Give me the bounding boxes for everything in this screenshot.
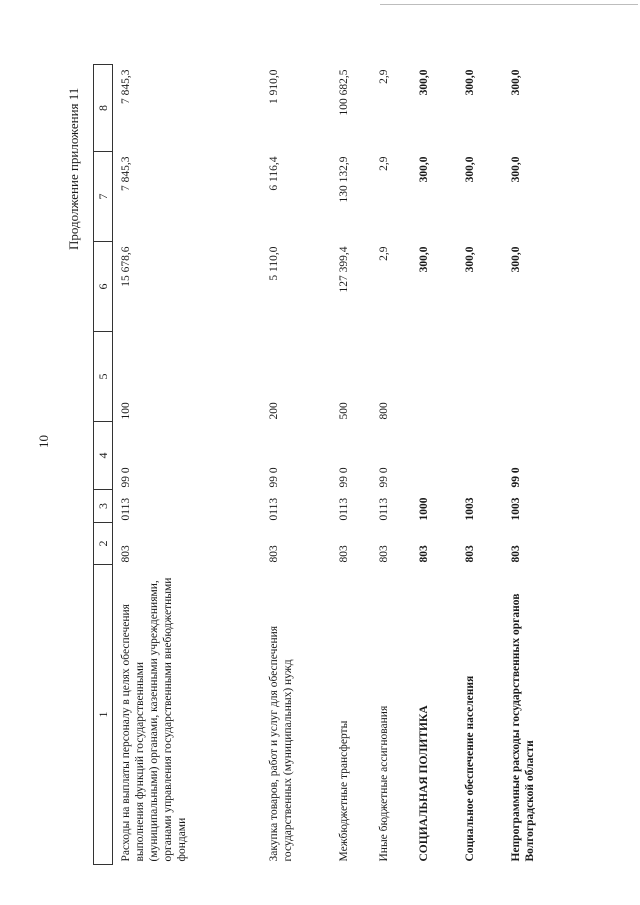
ministry-code: 803 — [463, 545, 476, 563]
section-code: 0113 — [377, 497, 390, 521]
amount-year-2: 7 845,3 — [120, 156, 132, 191]
expense-type-code — [503, 332, 565, 422]
section-code: 1003 — [509, 497, 522, 521]
table-row — [371, 65, 411, 865]
expense-type-code: 100 — [120, 402, 132, 420]
row-name: СОЦИАЛЬНАЯ ПОЛИТИКА — [417, 705, 430, 862]
ministry-code: 803 — [120, 545, 132, 563]
amount-year-2: 300,0 — [463, 156, 476, 183]
page-number: 10 — [36, 435, 51, 448]
column-header: 3 — [94, 490, 113, 523]
top-rule — [380, 4, 638, 5]
budget-table — [93, 64, 565, 865]
column-header: 8 — [94, 65, 113, 152]
expense-type-code: 500 — [337, 402, 350, 420]
amount-year-1: 300,0 — [509, 246, 522, 273]
amount-year-3: 100 682,5 — [337, 69, 350, 116]
row-name: Иные бюджетные ассигнования — [377, 705, 390, 862]
amount-year-1: 300,0 — [417, 246, 430, 273]
amount-year-2: 300,0 — [509, 156, 522, 183]
table-row — [113, 65, 261, 865]
section-code: 0113 — [337, 497, 350, 521]
row-name: Закупка товаров, работ и услуг для обеспечения государственных (муниципальных) нужд — [267, 625, 294, 862]
amount-year-1: 127 399,4 — [337, 246, 350, 293]
amount-year-2: 130 132,9 — [337, 156, 350, 203]
table-row — [457, 65, 503, 865]
column-header: 5 — [94, 332, 113, 422]
ministry-code: 803 — [267, 545, 280, 563]
column-header: 7 — [94, 152, 113, 242]
table-row — [331, 65, 371, 865]
section-code: 1000 — [417, 497, 430, 521]
header-row — [94, 65, 113, 865]
program-code — [457, 422, 503, 490]
program-code: 99 0 — [337, 467, 350, 488]
amount-year-1: 15 678,6 — [120, 246, 132, 287]
program-code: 99 0 — [377, 467, 390, 488]
ministry-code: 803 — [417, 545, 430, 563]
budget-table-rotated — [93, 65, 640, 865]
expense-type-code: 800 — [377, 402, 390, 420]
column-header: 2 — [94, 523, 113, 565]
amount-year-3: 300,0 — [509, 69, 522, 96]
amount-year-3: 300,0 — [417, 69, 430, 96]
section-code: 1003 — [463, 497, 476, 521]
amount-year-1: 5 110,0 — [267, 246, 280, 281]
amount-year-3: 2,9 — [377, 69, 390, 84]
section-code: 0113 — [120, 497, 132, 521]
expense-type-code — [411, 332, 457, 422]
amount-year-3: 1 910,0 — [267, 69, 280, 104]
program-code: 99 0 — [267, 467, 280, 488]
continuation-label: Продолжение приложения 11 — [66, 87, 81, 250]
amount-year-2: 2,9 — [377, 156, 390, 171]
amount-year-1: 300,0 — [463, 246, 476, 273]
table-row — [261, 65, 331, 865]
row-name: Непрограммные расходы государственных органов Волгоградской области — [509, 593, 536, 862]
amount-year-1: 2,9 — [377, 246, 390, 261]
row-name: Расходы на выплаты персоналу в целях обеспечения выполнения функций государственными (муниципальными) органами, казенными учреждениями, органами управления государственными внебюджетными фондами — [120, 577, 189, 862]
section-code: 0113 — [267, 497, 280, 521]
table-row — [503, 65, 565, 865]
amount-year-3: 7 845,3 — [120, 69, 132, 104]
program-code: 99 0 — [120, 467, 132, 488]
amount-year-2: 300,0 — [417, 156, 430, 183]
amount-year-2: 6 116,4 — [267, 156, 280, 191]
column-header: 4 — [94, 422, 113, 490]
row-name: Социальное обеспечение населения — [463, 675, 476, 862]
program-code: 99 0 — [509, 467, 522, 488]
ministry-code: 803 — [509, 545, 522, 563]
ministry-code: 803 — [337, 545, 350, 563]
column-header: 1 — [94, 565, 113, 865]
table-row — [411, 65, 457, 865]
row-name: Межбюджетные трансферты — [337, 720, 350, 862]
program-code — [411, 422, 457, 490]
column-header: 6 — [94, 242, 113, 332]
amount-year-3: 300,0 — [463, 69, 476, 96]
expense-type-code — [457, 332, 503, 422]
ministry-code: 803 — [377, 545, 390, 563]
expense-type-code: 200 — [267, 402, 280, 420]
